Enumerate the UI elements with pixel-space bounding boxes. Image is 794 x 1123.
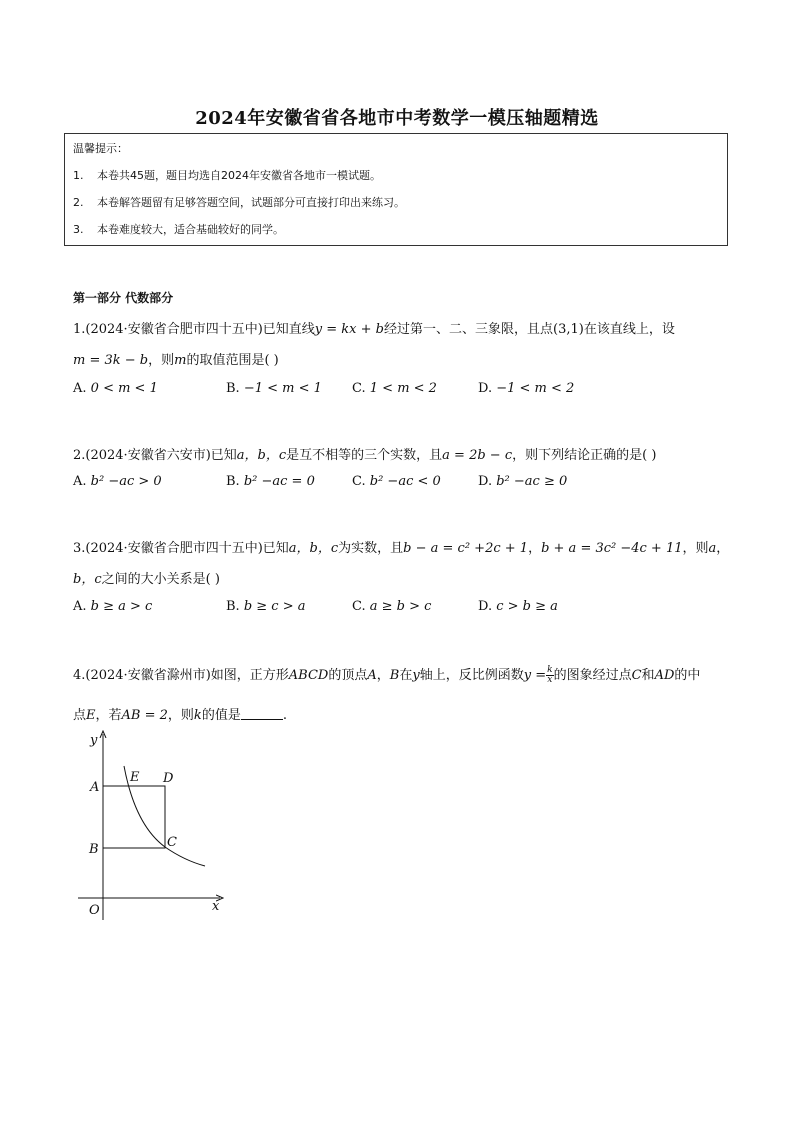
label-a: A xyxy=(90,780,100,795)
q1-option-c[interactable]: C. 1 < m < 2 xyxy=(352,381,437,396)
tips-heading: 温馨提示： xyxy=(73,142,128,155)
tip-item: 1. 本卷共45题，题目均选自2024年安徽省各地市一模试题。 xyxy=(73,169,381,182)
q2-option-b[interactable]: B. b² −ac = 0 xyxy=(226,474,315,489)
q3-option-a[interactable]: A. b ≥ a > c xyxy=(73,599,153,614)
fraction-k-over-x: $\frac{k}{x}$ xyxy=(547,665,553,685)
q3-option-b[interactable]: B. b ≥ c > a xyxy=(226,599,306,614)
question-2: 2.(2024·安徽省六安市)已知a，b，c是互不相等的三个实数，且a = 2b − c，则下列结论正确的是( ) xyxy=(73,448,657,463)
label-b: B xyxy=(89,842,99,857)
label-y: y xyxy=(90,733,98,748)
q3-option-c[interactable]: C. a ≥ b > c xyxy=(352,599,432,614)
label-d: D xyxy=(163,771,174,786)
section-heading: 第一部分 代数部分 xyxy=(73,291,174,305)
page-title: 2024年安徽省省各地市中考数学一模压轴题精选 xyxy=(195,108,599,129)
question-1-line-1: 1.(2024·安徽省合肥市四十五中)已知直线y = kx + b经过第一、二、三象限，且点(3,1)在该直线上，设 xyxy=(73,322,675,337)
tip-item: 2. 本卷解答题留有足够答题空间，试题部分可直接打印出来练习。 xyxy=(73,196,405,209)
q1-option-d[interactable]: D. −1 < m < 2 xyxy=(478,381,575,396)
q1-option-a[interactable]: A. 0 < m < 1 xyxy=(73,381,158,396)
label-c: C xyxy=(167,835,177,850)
question-4-line-1: 4.(2024·安徽省滁州市)如图，正方形ABCD的顶点A，B在y轴上，反比例函数y = $\frac{k}{x}$ 的图象经过点C和AD的中 xyxy=(73,665,701,685)
q1-option-b[interactable]: B. −1 < m < 1 xyxy=(226,381,322,396)
question-4-line-2: 点E，若AB = 2，则k的值是 . xyxy=(73,708,287,723)
label-o: O xyxy=(89,903,100,918)
question-1-line-2: m = 3k − b，则m的取值范围是( ) xyxy=(73,353,279,368)
label-x: x xyxy=(212,899,220,914)
tips-box xyxy=(64,133,728,246)
q2-option-c[interactable]: C. b² −ac < 0 xyxy=(352,474,441,489)
q2-option-d[interactable]: D. b² −ac ≥ 0 xyxy=(478,474,568,489)
answer-blank[interactable] xyxy=(241,707,283,720)
question-3-line-1: 3.(2024·安徽省合肥市四十五中)已知a，b，c为实数，且b − a = c² +2c + 1，b + a = 3c² −4c + 11，则a， xyxy=(73,541,730,556)
label-e: E xyxy=(130,770,140,785)
q3-option-d[interactable]: D. c > b ≥ a xyxy=(478,599,558,614)
tip-item: 3. 本卷难度较大，适合基础较好的同学。 xyxy=(73,223,284,236)
question-4-figure xyxy=(70,728,230,928)
q2-option-a[interactable]: A. b² −ac > 0 xyxy=(73,474,162,489)
question-3-line-2: b，c之间的大小关系是( ) xyxy=(73,572,220,587)
